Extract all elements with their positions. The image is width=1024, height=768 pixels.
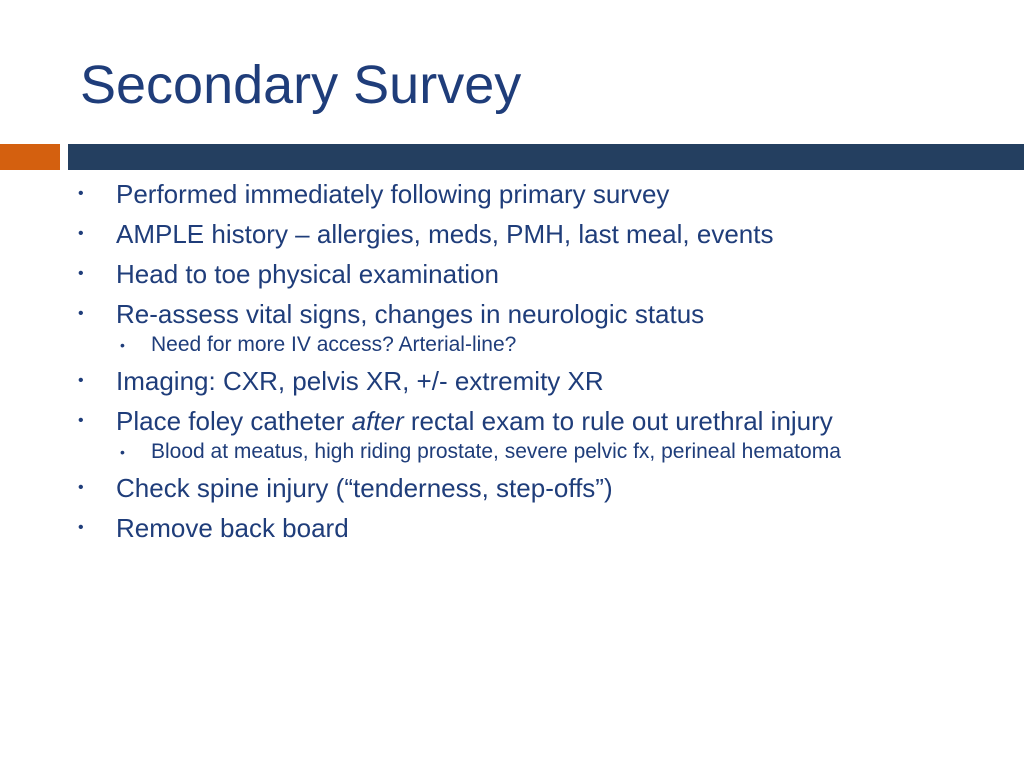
sub-bullet-item [76, 333, 946, 357]
bullet-text: Imaging: CXR, pelvis XR, +/- extremity XR [116, 366, 604, 396]
bullet-text-emphasis: after [351, 406, 404, 436]
bullet-item [76, 474, 946, 502]
bullet-item [76, 260, 946, 288]
bullet-list [76, 180, 946, 554]
bullet-text: Re-assess vital signs, changes in neurologic status [116, 299, 705, 329]
bullet-item [76, 180, 946, 208]
bullet-dot-icon: • [78, 185, 84, 202]
bullet-text: Performed immediately following primary survey [116, 179, 670, 209]
slide-title: Secondary Survey [80, 55, 522, 115]
bullet-dot-icon: • [78, 479, 84, 496]
bullet-item [76, 367, 946, 395]
bullet-text [116, 406, 833, 436]
sub-bullet-text: Blood at meatus, high riding prostate, severe pelvic fx, perineal hematoma [151, 440, 841, 463]
bullet-text: Remove back board [116, 513, 349, 543]
bullet-dot-icon: • [78, 372, 84, 389]
accent-bar-navy [68, 144, 1024, 170]
bullet-item [76, 220, 946, 248]
bullet-text: Head to toe physical examination [116, 259, 500, 289]
bullet-dot-icon: • [78, 519, 84, 536]
bullet-text: AMPLE history – allergies, meds, PMH, last meal, events [116, 219, 774, 249]
bullet-dot-icon: • [78, 412, 84, 429]
bullet-dot-icon: • [78, 265, 84, 282]
bullet-text: Check spine injury (“tenderness, step-offs”) [116, 473, 613, 503]
sub-bullet-dot-icon: • [120, 444, 125, 460]
bullet-dot-icon: • [78, 305, 84, 322]
bullet-item [76, 407, 946, 435]
sub-bullet-item [76, 440, 946, 464]
bullet-text-part: Place foley catheter [116, 406, 352, 436]
bullet-item [76, 514, 946, 542]
bullet-dot-icon: • [78, 225, 84, 242]
sub-bullet-text: Need for more IV access? Arterial-line? [151, 333, 517, 356]
sub-bullet-dot-icon: • [120, 337, 125, 353]
accent-bar-orange [0, 144, 60, 170]
bullet-item [76, 300, 946, 328]
bullet-text-part: rectal exam to rule out urethral injury [403, 406, 833, 436]
